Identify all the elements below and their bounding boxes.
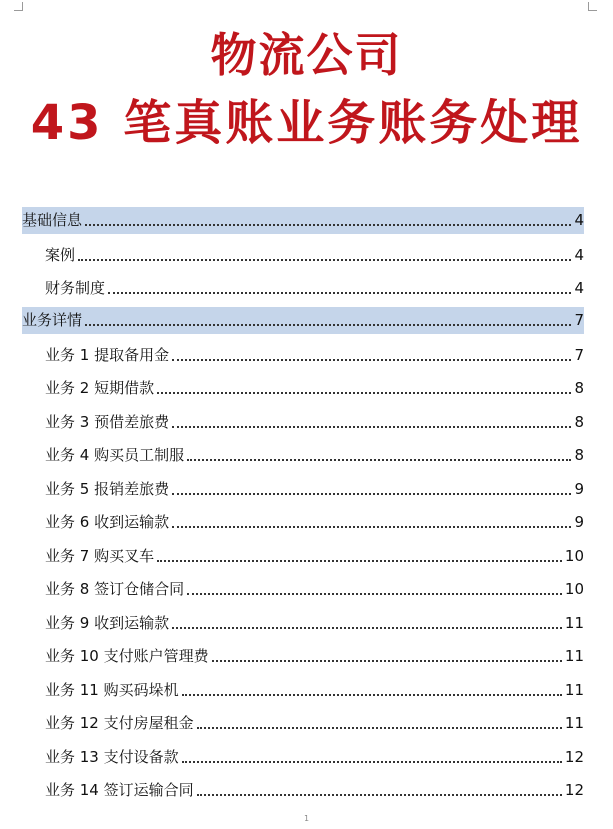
toc-entry[interactable] [22, 337, 584, 371]
toc-dot-leader [108, 292, 571, 294]
margin-corner-mark-left [14, 2, 23, 11]
toc-entry[interactable] [22, 237, 584, 271]
toc-dot-leader [85, 324, 571, 326]
table-of-contents [22, 204, 584, 806]
toc-entry-page-number: 9 [574, 479, 584, 498]
toc-entry[interactable] [22, 706, 584, 740]
toc-entry[interactable] [22, 739, 584, 773]
toc-entry[interactable] [22, 271, 584, 305]
toc-entry[interactable] [22, 505, 584, 539]
toc-entry-label: 业务 4 购买员工制服 [45, 446, 185, 464]
toc-entry-label: 业务 14 签订运输合同 [45, 781, 194, 799]
toc-entry-label: 业务 3 预借差旅费 [45, 412, 170, 431]
toc-dot-leader [187, 593, 562, 595]
toc-entry-label: 业务 12 支付房屋租金 [45, 714, 194, 732]
toc-entry-label: 业务 10 支付账户管理费 [45, 647, 209, 665]
toc-entry-label: 业务 6 收到运输款 [45, 513, 170, 531]
toc-entry[interactable] [22, 639, 584, 673]
toc-entry-page-number: 11 [564, 714, 584, 732]
toc-entry-page-number: 10 [564, 580, 584, 598]
toc-entry-page-number: 7 [574, 311, 584, 329]
document-title: 物流公司 [210, 28, 403, 82]
toc-dot-leader [78, 259, 571, 261]
toc-entry[interactable] [22, 404, 584, 438]
toc-dot-leader [182, 694, 562, 696]
toc-entry-label: 业务 1 提取备用金 [45, 345, 170, 364]
toc-entry-label: 基础信息 [22, 211, 83, 229]
toc-dot-leader [172, 526, 571, 528]
toc-entry-page-number: 8 [574, 412, 584, 431]
toc-dot-leader [197, 794, 562, 796]
toc-dot-leader [172, 359, 571, 361]
toc-entry-page-number: 12 [564, 781, 584, 799]
toc-entry-label: 业务 9 收到运输款 [45, 613, 170, 632]
toc-entry-label: 业务 11 购买码垛机 [45, 680, 179, 699]
toc-entry-page-number: 8 [574, 379, 584, 397]
toc-heading-entry[interactable] [22, 207, 584, 234]
toc-dot-leader [157, 392, 571, 394]
toc-entry-label: 业务详情 [22, 311, 83, 329]
toc-dot-leader [187, 459, 571, 461]
toc-entry-label: 业务 2 短期借款 [45, 379, 155, 397]
toc-entry-page-number: 11 [564, 647, 584, 665]
toc-entry-page-number: 12 [564, 747, 584, 766]
toc-entry[interactable] [22, 538, 584, 572]
toc-entry-page-number: 11 [564, 613, 584, 632]
toc-entry-label: 业务 13 支付设备款 [45, 747, 179, 766]
toc-entry-label: 业务 8 签订仓储合同 [45, 580, 185, 598]
toc-entry-page-number: 7 [574, 345, 584, 364]
toc-entry-label: 财务制度 [45, 279, 106, 297]
toc-dot-leader [172, 627, 562, 629]
toc-dot-leader [182, 761, 562, 763]
toc-entry[interactable] [22, 371, 584, 405]
document-subtitle: 43 笔真账业务账务处理 [30, 95, 583, 151]
toc-entry-page-number: 4 [574, 211, 584, 229]
toc-heading-entry[interactable] [22, 307, 584, 334]
toc-entry[interactable] [22, 773, 584, 807]
toc-entry-label: 业务 5 报销差旅费 [45, 479, 170, 498]
toc-dot-leader [197, 727, 562, 729]
toc-entry-label: 业务 7 购买叉车 [45, 546, 155, 565]
toc-entry-page-number: 4 [574, 245, 584, 264]
toc-dot-leader [212, 660, 562, 662]
toc-entry[interactable] [22, 471, 584, 505]
toc-entry[interactable] [22, 672, 584, 706]
toc-entry-page-number: 9 [574, 513, 584, 531]
toc-dot-leader [85, 224, 571, 226]
toc-dot-leader [172, 426, 571, 428]
toc-entry[interactable] [22, 438, 584, 472]
margin-corner-mark-right [588, 2, 597, 11]
toc-entry-page-number: 10 [564, 546, 584, 565]
toc-entry-page-number: 4 [574, 279, 584, 297]
toc-dot-leader [157, 560, 562, 562]
toc-entry[interactable] [22, 605, 584, 639]
toc-entry[interactable] [22, 572, 584, 606]
toc-entry-page-number: 8 [574, 446, 584, 464]
toc-dot-leader [172, 493, 571, 495]
toc-entry-label: 案例 [45, 245, 76, 264]
page-number: 1 [303, 814, 310, 823]
toc-entry-page-number: 11 [564, 680, 584, 699]
